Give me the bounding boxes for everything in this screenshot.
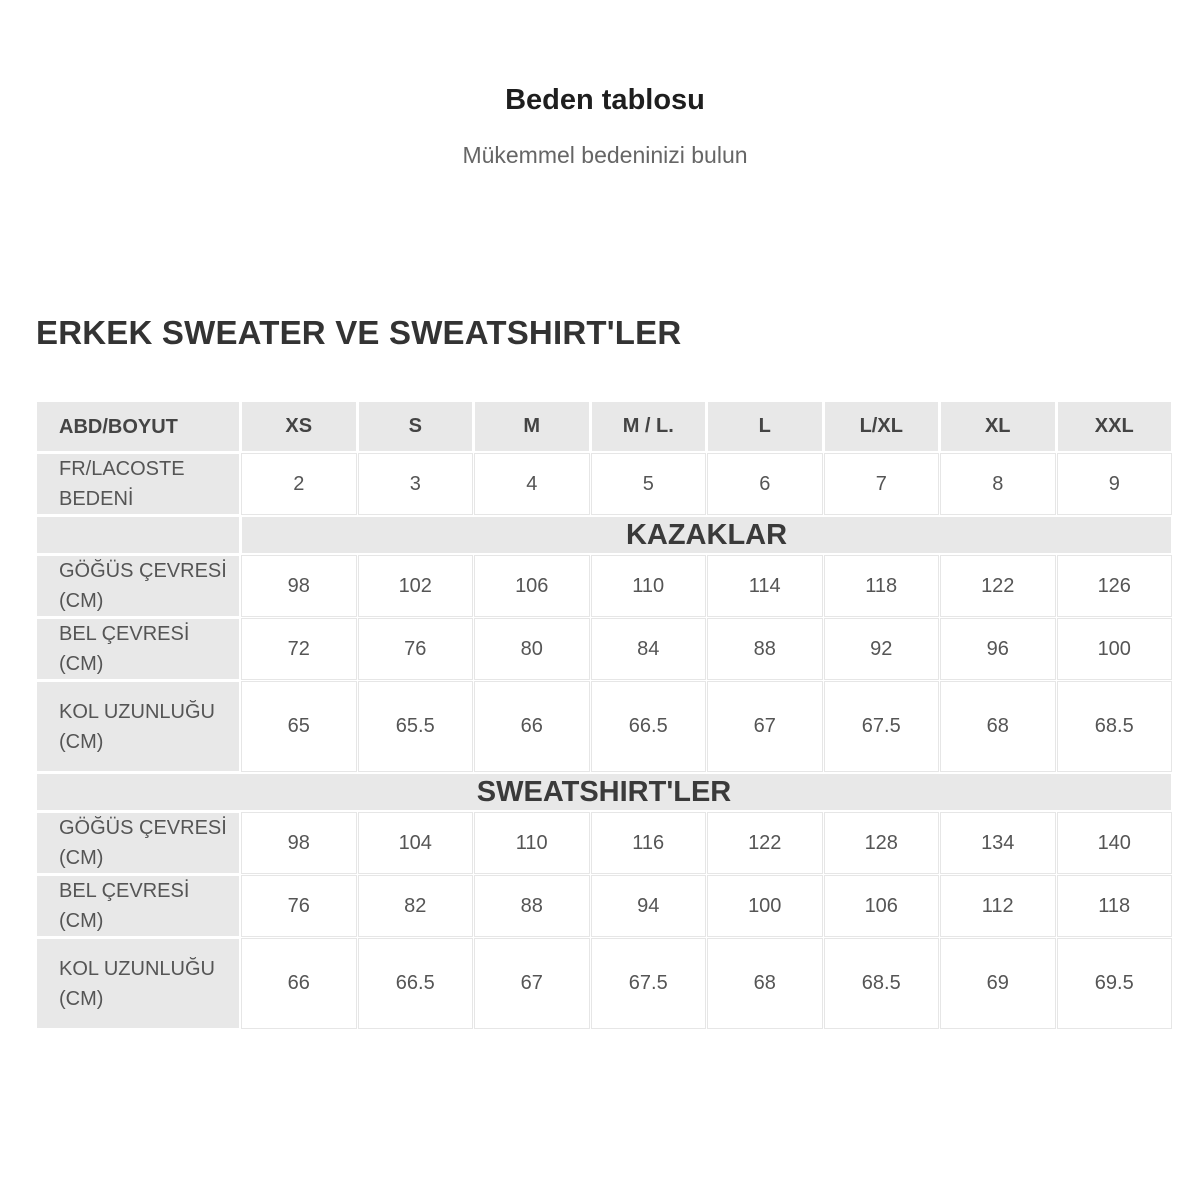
table-cell: 100 (1058, 619, 1172, 679)
table-cell: 68 (708, 939, 822, 1028)
table-cell: 67 (708, 682, 822, 771)
table-cell: 68 (941, 682, 1055, 771)
table-cell: 116 (592, 813, 706, 873)
table-cell: 88 (708, 619, 822, 679)
table-cell: 134 (941, 813, 1055, 873)
table-cell: 5 (592, 454, 706, 514)
size-chart-table (34, 399, 1174, 1031)
size-header-cell: XL (941, 402, 1055, 451)
table-cell: 66 (475, 682, 589, 771)
table-row (37, 939, 1171, 1028)
table-cell: 92 (825, 619, 939, 679)
size-header-cell: M / L. (592, 402, 706, 451)
group-heading-sweatshirts: SWEATSHIRT'LER (37, 774, 1171, 810)
table-cell: 110 (475, 813, 589, 873)
table-cell: 80 (475, 619, 589, 679)
size-header-row (37, 402, 1171, 451)
row-label: KOL UZUNLUĞU (CM) (37, 939, 239, 1028)
size-header-cell: XS (242, 402, 356, 451)
row-label: BEL ÇEVRESİ (CM) (37, 619, 239, 679)
table-cell: 106 (825, 876, 939, 936)
group-heading-row (37, 517, 1171, 553)
table-cell: 68.5 (1058, 682, 1172, 771)
table-cell: 94 (592, 876, 706, 936)
table-cell: 104 (359, 813, 473, 873)
page-subtitle: Mükemmel bedeninizi bulun (462, 142, 748, 168)
table-cell: 66.5 (359, 939, 473, 1028)
table-cell: 106 (475, 556, 589, 616)
table-cell: 67 (475, 939, 589, 1028)
table-cell: 72 (242, 619, 356, 679)
table-cell: 8 (941, 454, 1055, 514)
header-label: ABD/BOYUT (37, 402, 239, 451)
page-title: Beden tablosu (505, 84, 705, 116)
table-cell: 68.5 (825, 939, 939, 1028)
table-row (37, 813, 1171, 873)
table-cell: 9 (1058, 454, 1172, 514)
table-cell: 140 (1058, 813, 1172, 873)
table-cell: 110 (592, 556, 706, 616)
table-cell: 69 (941, 939, 1055, 1028)
table-row (37, 619, 1171, 679)
group-heading-row (37, 774, 1171, 810)
table-cell: 65 (242, 682, 356, 771)
table-cell: 76 (242, 876, 356, 936)
table-row (37, 876, 1171, 936)
table-cell: 114 (708, 556, 822, 616)
table-cell: 76 (359, 619, 473, 679)
row-label: FR/LACOSTE BEDENİ (37, 454, 239, 514)
table-cell: 98 (242, 556, 356, 616)
table-cell: 128 (825, 813, 939, 873)
table-cell: 112 (941, 876, 1055, 936)
table-cell: 2 (242, 454, 356, 514)
table-cell: 122 (708, 813, 822, 873)
table-cell: 66.5 (592, 682, 706, 771)
table-cell: 84 (592, 619, 706, 679)
section-title: ERKEK SWEATER VE SWEATSHIRT'LER (36, 314, 682, 351)
table-cell: 66 (242, 939, 356, 1028)
table-cell: 118 (825, 556, 939, 616)
table-cell: 118 (1058, 876, 1172, 936)
table-cell: 67.5 (592, 939, 706, 1028)
size-header-cell: XXL (1058, 402, 1172, 451)
group-heading-kazaklar: KAZAKLAR (242, 517, 1171, 553)
table-cell: 82 (359, 876, 473, 936)
group-heading-spacer (37, 517, 239, 553)
size-header-cell: S (359, 402, 473, 451)
size-header-cell: M (475, 402, 589, 451)
size-header-cell: L/XL (825, 402, 939, 451)
table-cell: 126 (1058, 556, 1172, 616)
table-cell: 67.5 (825, 682, 939, 771)
table-row (37, 682, 1171, 771)
table-cell: 88 (475, 876, 589, 936)
table-cell: 100 (708, 876, 822, 936)
row-label: GÖĞÜS ÇEVRESİ (CM) (37, 556, 239, 616)
row-label: BEL ÇEVRESİ (CM) (37, 876, 239, 936)
table-row-fr-size (37, 454, 1171, 514)
table-cell: 96 (941, 619, 1055, 679)
table-cell: 3 (359, 454, 473, 514)
table-cell: 98 (242, 813, 356, 873)
size-header-cell: L (708, 402, 822, 451)
table-cell: 6 (708, 454, 822, 514)
table-cell: 4 (475, 454, 589, 514)
table-cell: 102 (359, 556, 473, 616)
row-label: GÖĞÜS ÇEVRESİ (CM) (37, 813, 239, 873)
table-row (37, 556, 1171, 616)
table-cell: 65.5 (359, 682, 473, 771)
table-cell: 69.5 (1058, 939, 1172, 1028)
row-label: KOL UZUNLUĞU (CM) (37, 682, 239, 771)
table-cell: 7 (825, 454, 939, 514)
table-cell: 122 (941, 556, 1055, 616)
